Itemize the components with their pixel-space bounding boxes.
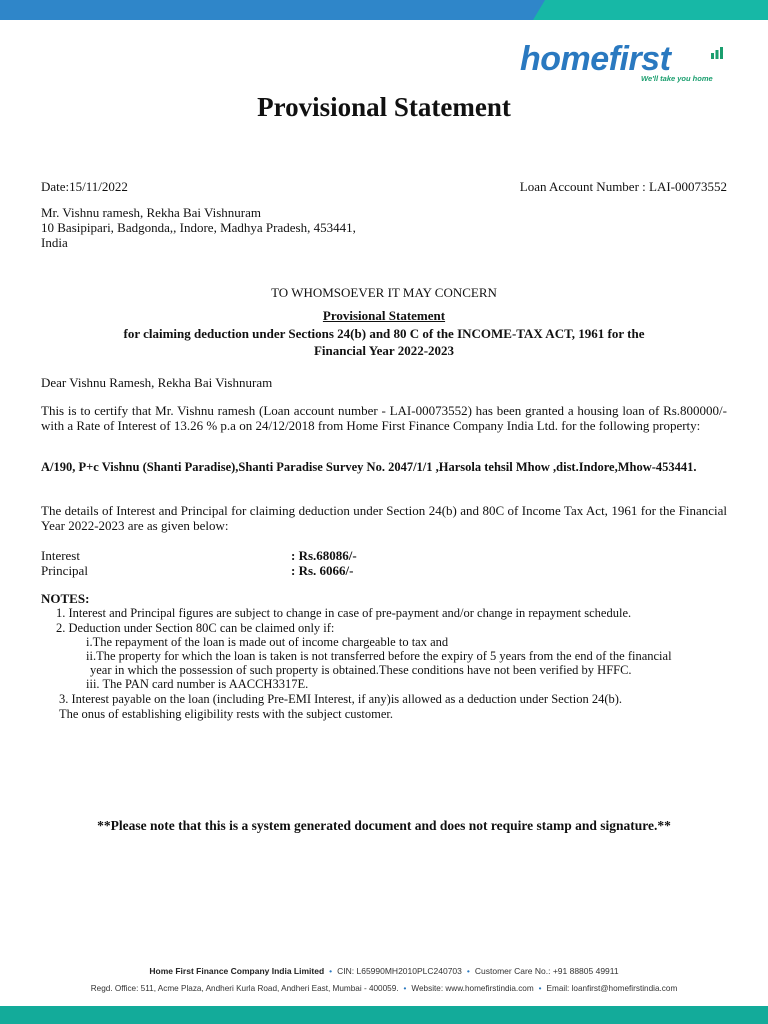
footer-company: Home First Finance Company India Limited: [149, 966, 325, 976]
address-line: 10 Basipipari, Badgonda,, Indore, Madhya Pradesh, 453441,: [41, 220, 356, 235]
principal-value: : Rs. 6066/-: [291, 563, 354, 578]
concern-heading: TO WHOMSOEVER IT MAY CONCERN: [271, 285, 497, 300]
statement-date: Date:15/11/2022: [41, 179, 128, 194]
logo-tagline: We'll take you home: [641, 74, 713, 83]
footer-line-1: Home First Finance Company India Limited • CIN: L65990MH2010PLC240703 • Customer Care No.: +91 88805 49911: [149, 966, 619, 976]
note-item: The onus of establishing eligibility rests with the subject customer.: [59, 707, 393, 721]
interest-label: Interest: [41, 548, 80, 563]
logo-arrow-icon: [710, 46, 724, 60]
subject-title: Provisional Statement: [322, 308, 446, 323]
footer-cin: CIN: L65990MH2010PLC240703: [337, 966, 462, 976]
subject-line: Financial Year 2022-2023: [313, 343, 455, 358]
loan-account-number: Loan Account Number : LAI-00073552: [519, 179, 727, 194]
footer-line-2: Regd. Office: 511, Acme Plaza, Andheri Kurla Road, Andheri East, Mumbai - 400059. • Website: www.homefirstindia.com • Email: loanfirst@homefirstindia.com: [90, 984, 678, 993]
top-banner-blue: [0, 0, 545, 20]
homefirst-logo: [520, 40, 735, 90]
top-banner-green: [533, 0, 768, 20]
subject-line: for claiming deduction under Sections 24(b) and 80 C of the INCOME-TAX ACT, 1961 for the: [123, 326, 645, 341]
footer-office: Regd. Office: 511, Acme Plaza, Andheri Kurla Road, Andheri East, Mumbai - 400059.: [90, 984, 399, 993]
footer-website[interactable]: Website: www.homefirstindia.com: [411, 984, 534, 993]
note-item: ii.The property for which the loan is taken is not transferred before the expiry of 5 years from the end of the financial: [86, 649, 672, 663]
address-line: Mr. Vishnu ramesh, Rekha Bai Vishnuram: [41, 205, 262, 220]
address-block: [41, 205, 356, 250]
page-title: Provisional Statement: [257, 92, 511, 122]
note-item: iii. The PAN card number is AACCH3317E.: [86, 677, 309, 691]
details-paragraph: The details of Interest and Principal for claiming deduction under Section 24(b) and 80C of Income Tax Act, 1961 for the Financial Year 2022-2023 are as given below:: [41, 503, 727, 533]
note-item: 1. Interest and Principal figures are subject to change in case of pre-payment and/or change in repayment schedule.: [56, 606, 632, 620]
top-banner: [0, 0, 768, 20]
principal-label: Principal: [41, 563, 88, 578]
note-item: year in which the possession of such property is obtained.These conditions have not been verified by HFFC.: [90, 663, 632, 677]
note-item: 3. Interest payable on the loan (including Pre-EMI Interest, if any)is allowed as a deduction under Section 24(b).: [59, 692, 623, 706]
interest-value: : Rs.68086/-: [291, 548, 357, 563]
footer-care: Customer Care No.: +91 88805 49911: [474, 966, 619, 976]
logo-wordmark: homefirst: [520, 40, 671, 78]
note-item: i.The repayment of the loan is made out of income chargeable to tax and: [86, 635, 449, 649]
property-address: A/190, P+c Vishnu (Shanti Paradise),Shanti Paradise Survey No. 2047/1/1 ,Harsola tehsil Mhow ,dist.Indore,Mhow-453441.: [41, 460, 697, 474]
certify-paragraph: This is to certify that Mr. Vishnu ramesh (Loan account number - LAI-00073552) has been granted a housing loan of Rs.800000/- with a Rate of Interest of 13.26 % p.a on 24/12/2018 from Home First Finance Company India Ltd. for the following property:: [41, 403, 727, 433]
note-item: 2. Deduction under Section 80C can be claimed only if:: [56, 621, 335, 635]
greeting: Dear Vishnu Ramesh, Rekha Bai Vishnuram: [41, 375, 273, 390]
address-line: India: [41, 235, 68, 250]
system-generated-note: **Please note that this is a system generated document and does not require stamp and signature.**: [97, 818, 671, 833]
notes-heading: NOTES:: [41, 591, 90, 606]
footer-email[interactable]: Email: loanfirst@homefirstindia.com: [546, 984, 678, 993]
bottom-banner: [0, 1006, 768, 1024]
